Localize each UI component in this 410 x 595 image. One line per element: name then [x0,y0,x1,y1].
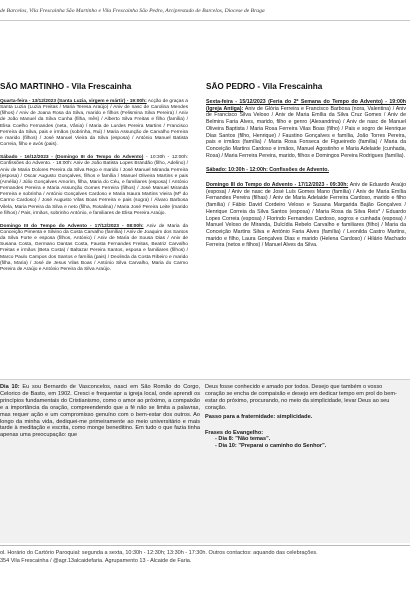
sao-martinho-column [0,82,188,378]
confessions-entry [206,167,406,174]
sao-martinho-title: SÃO MARTINHO - Vila Frescainha [0,82,132,91]
reflection-paragraph [0,384,200,439]
reflection-body: Eu sou Bernardo de Vasconcelos, nasci em São Romão do Corgo, Celorico de Basto, em 1902. Cresci e frequentar a igreja local, onde aprendi os princípios fundamentais do Cristianismo, como o amor ao próximo, a compaixão e a importância da oração, compreendendo que a fé não se limita a palavras, mas requer ação e um compromisso genuíno com o bem-estar dos outros. Ao longo da minha vida, dediquei-me primeiramente ao meio universitário e mais tarde à meditação e escrita, como monge beneditino. Em tudo o que fazia tinha apenas uma preocupação: que [0,384,200,439]
entry-heading: Domingo III do Tempo do Advento - 17/12/2023 - 09:30h: [206,182,349,189]
entry-text: Acção de graças a Santa Luzia (Luzia Freitas / Maria Teresa Araújo) / Aniv de nasc de Carolina Mendes (filhos) / Aniv de Joana Rosa da Silva, marido e filhos (Felismina Silva Pereira) / Aniv de João Manuel da Silva Cunha (filha, Inês) / Alberto Silva Freitas e filho (família) / Elisa Coelho Fernandes (neta, Vânia) / Maria de Lurdes Pereira Martins / Francisco Ferreira da Silva, pais e irmãos (sobrinha, Rui) / Maria Assunção de Carvalho Ferreira e marido (filhos) / José Manuel Vieira da Silva (esposa) / António Manuel Batista Correia, filho e avós (pais). [0,99,188,148]
reflection-text-left [0,384,200,538]
entry-heading: Quarta-feira - 13/12/2023 (Santa Luzia, virgem e mártir) - 19:00h: [0,99,147,104]
entry-text: Aniv de Eduardo Araújo (esposa) / Aniv de nasc de José Luís Gomes Mano (família) / Aniv de Maria Emília Fernandes Pereira (filhas) / Aniv de Maria Adelaide Ferreira Cardoso, marido e filho (família) / Fábio David Cordeiro Veloso e Susana Margarida Bajão Gonçalves / Henrique Correia da Silva Santos (esposa) / Maria Rosa da Silva Reis* / Eduardo Lopes Correia (esposa) / Florindo Fernandes Cardoso, sogros e cunhada (esposa) / Manuel Veloso de Miranda, Dulcídia Rebelo Carvalho e familiares (filho) / Maria da Conceição Martins Silva e António Faria Alves (família) / Leonilda Castro Martins, marido e filho, Laura Gonçalves Dias e marido (Helena Cardoso) / Hilário Machado Ferreira (netos e filhos) / Manuel Alves da Silva. [206,182,406,249]
sao-pedro-title: SÃO PEDRO - Vila Frescainha [206,82,323,91]
scouts-footer: 354 Vila Frescainha / @agr.13alcaidefaria. Agrupamento 13 - Alcaide de Faria. [0,558,192,564]
bulletin-header: de Barcelos, Vila Frescainha São Martinho e Vila Frescainha São Pedro, Arciprestado de Barcelos, Diocese de Braga [0,8,265,14]
gospel-phrase: - Dia 8: "Não temas". [215,436,271,443]
entry-text: Aniv de Maria da Conceição Pimenta e Silvino da Costa Carvalho (família) / Aniv de Joaquim dos Santos da Silva Forte e esposa (filhos, António) / Aniv de Maria de Sousa Dias / Aniv de Susana Costa, Germano Dantas Costa, Fausta Fernandes Freitas, Beatriz Carvalho Freitas e irmãos (Beta Costa) / Baltazar Pereira Santos, esposa e familiares (filhos) / Marco Paulo Campos dos Santos e família (pais) / Deolinda da Costa Ribeiro e marido (filha, Maria) / José de Jesus Vilas Boas / António Silva Carvalho, Maria do Carmo Pereira de Araújo e António Pereira da Silva Araújo. [0,223,188,272]
reflection-continuation: Deus fosse conhecido e amado por todos. Desejo que também o vosso coração se encha de compaixão e desejo em dedicar tempo em prol do bem-estar do próximo, procurando, no meio da simplicidade, levar Deus ao seu coração. [205,384,397,411]
sao-pedro-column [206,82,406,378]
gospel-phrases-title: Frases do Evangelho: [205,429,264,436]
reflection-text-right [205,384,403,538]
mass-entry-friday [206,99,406,159]
reflection-day-label: Dia 10: [0,384,20,390]
gospel-phrase: - Dia 10: "Preparai o caminho do Senhor". [215,443,327,450]
entry-text: - 10:30h - 12:00h: Confissões do Advento. - 18:00h: Aniv de João Batista Lopes Brandão (filho, Adelino) / Aniv de Maria Dolores Pereira da Silva Rego e marido / José Manuel Miranda Ferreira (esposa) / Oscar Augusto Gonçalves, filhos e família / Manuel Oliveira Martins e pais (Amélia) / Júlio Gonçalves Amorim, filha, Maria do Céu, e familiares (esposa) / António Fernandes Pereira e Maria Assunção Gomes Ferreira (filhos) / José Manuel Miranda Ferreira e sobrinha / António Gonçalves Cardoso e Maria Isaura Martins Vieira (Mª do Carmo Cardoso) / José Augusto Vilas Boas Ferreira e pais (sogra) / Álvaro Barbosa Vilela, Maria Pereira da Silva e neto (filha, Rosalina) / Maria José Pereira Leite (marido e filhos) / Pais, irmãos, sobrinho António, e familiares de Elisa Pereira Araújo. [0,155,188,216]
entry-heading: Sexta-feira - 15/12/2023 (Feria do 2º Semana do Tempo do Advento) - 19:00h (Igreja Antiga): [206,99,406,112]
header-divider [0,20,410,21]
mass-entry-saturday [0,155,188,217]
entry-heading: Domingo III do Tempo do Advento - 17/12/2023 - 08:00h: [0,223,144,229]
entry-heading: Sábado: 10:30h - 12:00h: Confissões de Advento. [206,167,329,174]
entry-heading: Sábado - 16/12/2023 - (Domingo III do Tempo do Advento) [0,155,144,161]
mass-entry-sunday [0,224,188,273]
footer-divider [0,545,410,546]
mass-entry-sunday [206,182,406,249]
entry-text: Aniv de Glória Ferreira e Francisco Barbosa (nora, Valentina) / Aniv de Francisco Silva Veloso / Aniv de Maria Emília da Silva Cruz Gomes / Aniv de Belmira Faria Alves, marido, filho e genro (Alexandrina) / Aniv de nasc de Manuel Oliveira Baptista / Maria Rosa Ferreira Vilas Boas (filho) / Pais e sogro de Henrique Dias Santos (filho, Henrique) / Faustino Gonçalves e família, João Torres Pereira, pais e irmãos (família) / Maria Rosa Fonseca de Figueiredo (família) / Maria da Conceição Martins Cardoso e irmãos, Manuel Agostinho e Maria Adelaide (cunhada, Rosa) / Maria Ferreira Pereira, marido, filhos e Domingos Pereira Rodrigues (família). [206,105,406,159]
fraternity-step: Passo para a fraternidade: simplicidade. [205,413,313,420]
office-hours-footer: ol. Horário do Cartório Paroquial: segunda a sexta, 10:30h - 12:30h; 13:30h - 17:30h. Outros contactos: aquando das celebrações. [0,550,318,556]
mass-entry-wednesday [0,99,188,148]
